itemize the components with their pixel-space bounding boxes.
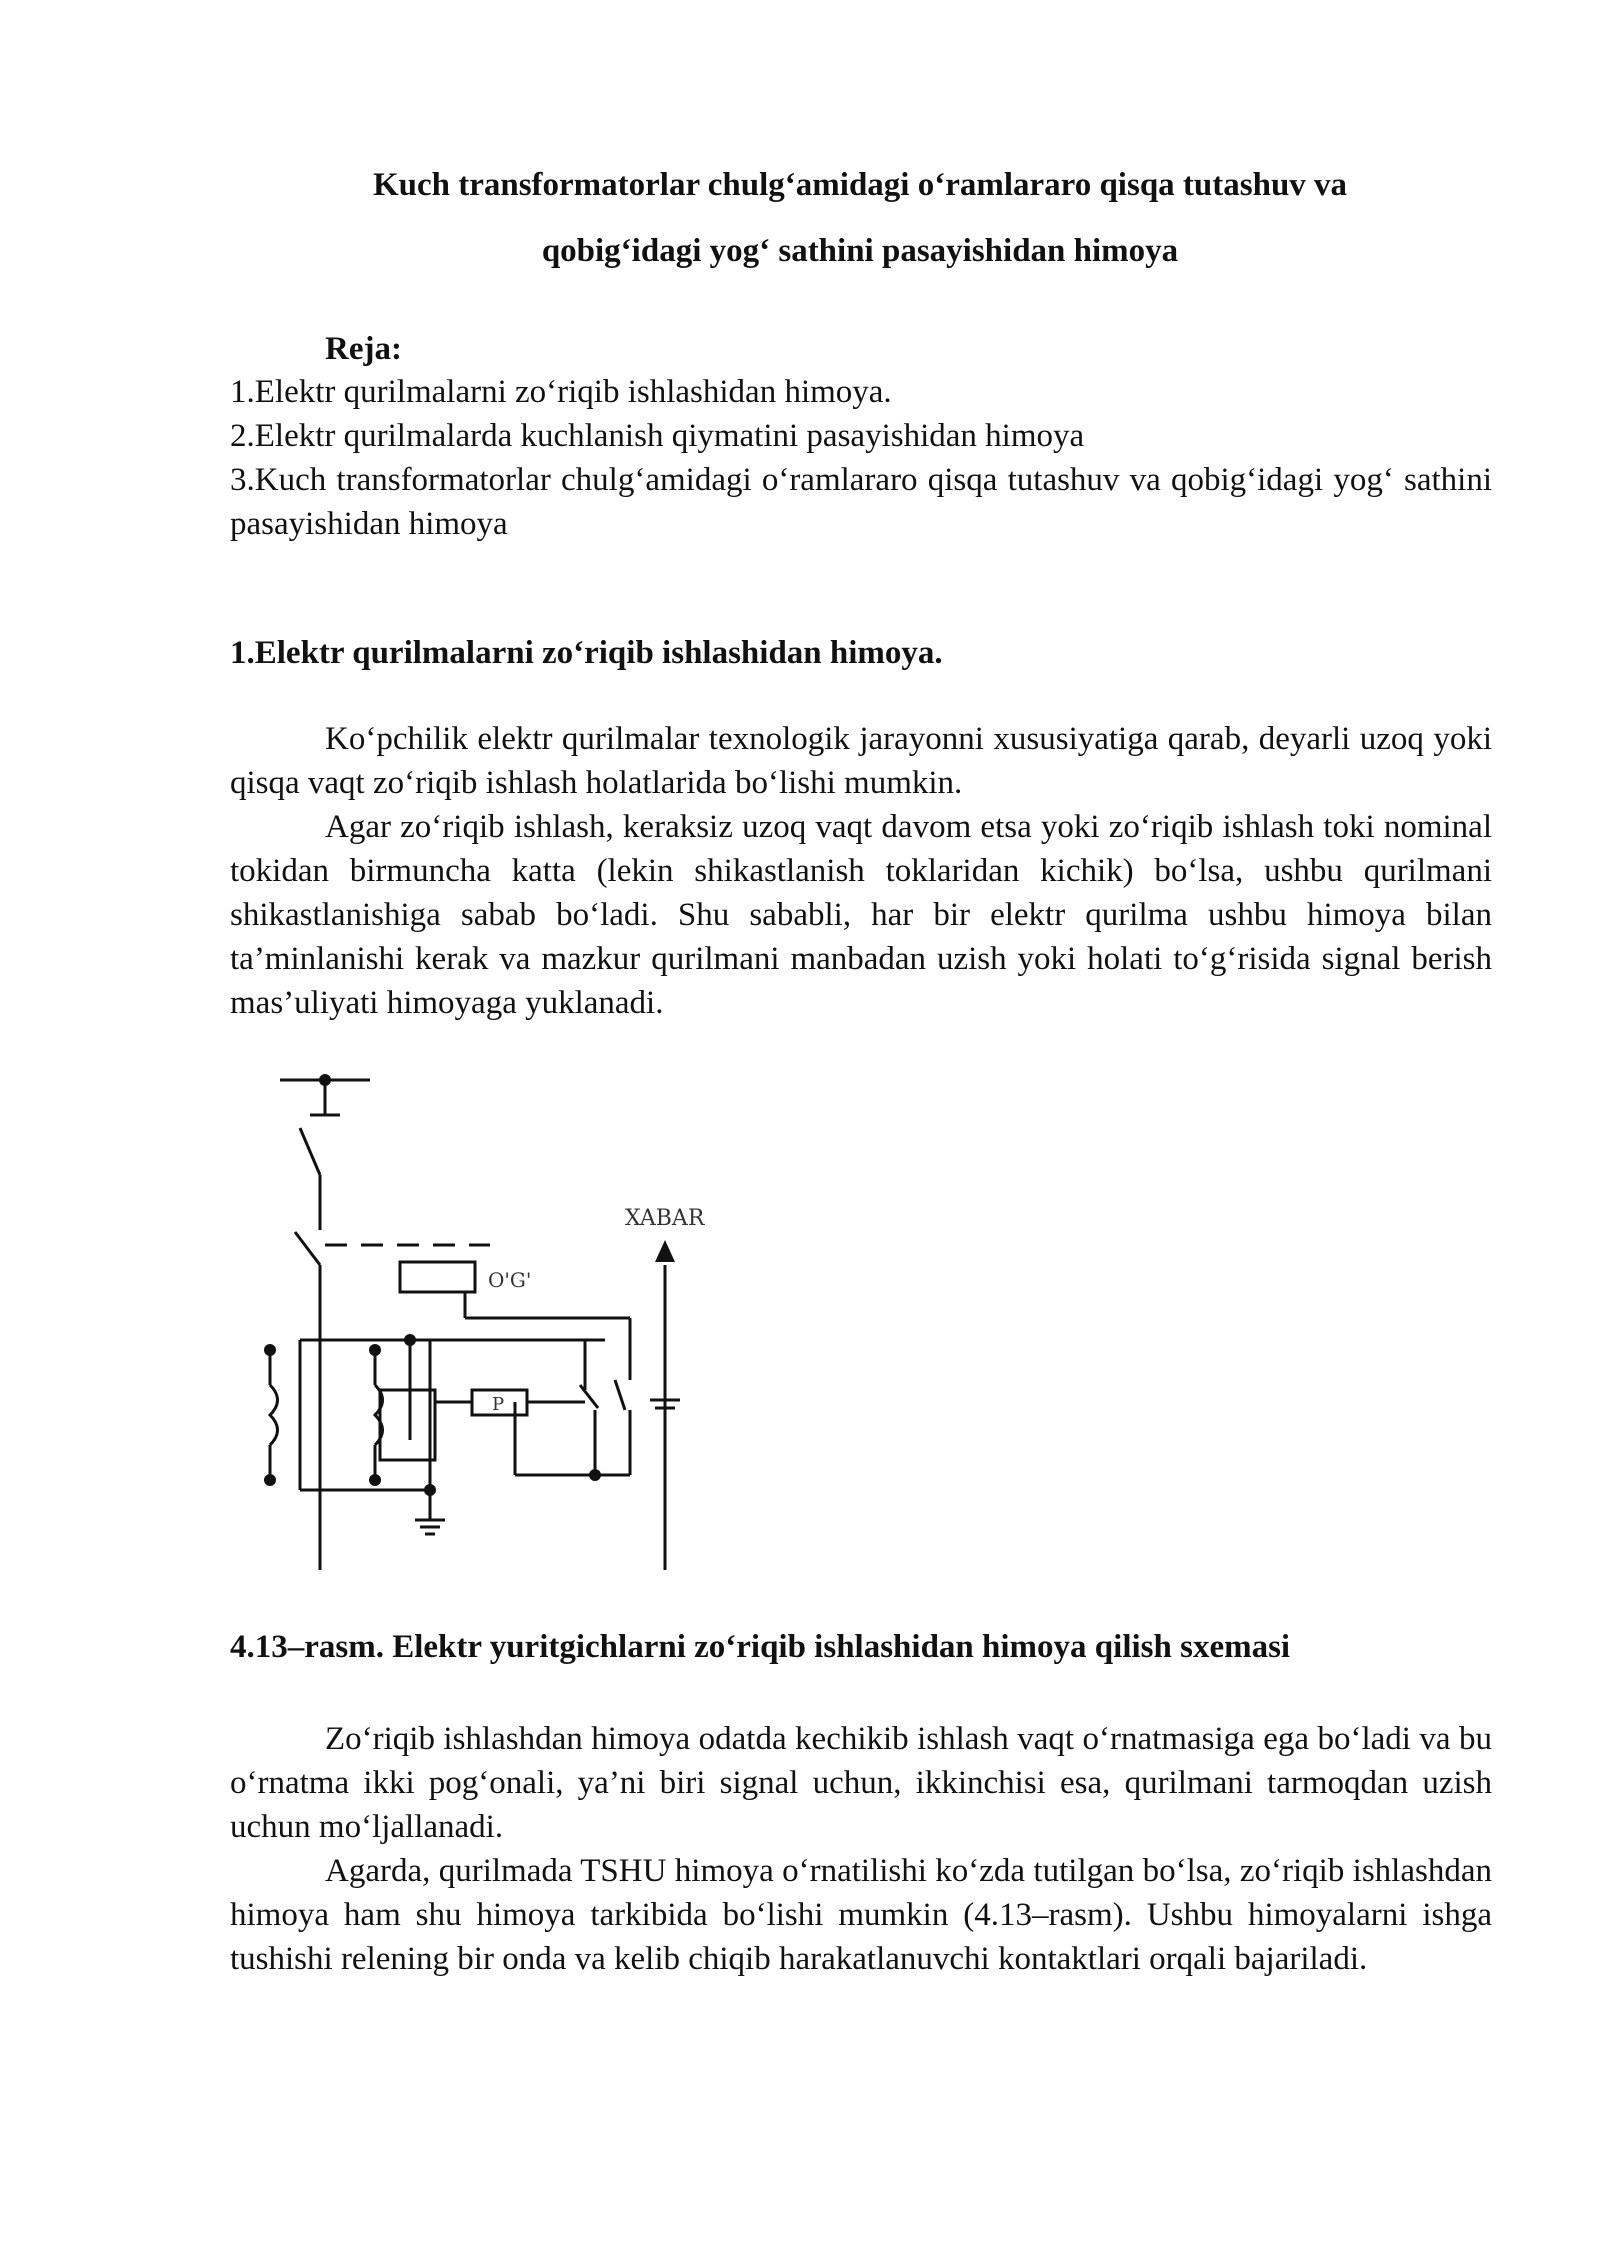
paragraph: Zo‘riqib ishlashdan himoya odatda kechikib ishlash vaqt o‘rnatmasiga ega bo‘ladi va bu o‘rnatma ikki pog‘onali, ya’ni biri signal uchun, ikkinchisi esa, qurilmani tarmoqdan uzish uchun mo‘ljallanadi. bbox=[230, 1721, 1492, 1845]
plan-item: 2.Elektr qurilmalarda kuchlanish qiymatini pasayishidan himoya bbox=[230, 418, 1085, 454]
document-title bbox=[230, 152, 1490, 284]
plan-item: 3.Kuch transformatorlar chulg‘amidagi o‘ramlararo qisqa tutashuv va qobig‘idagi yog‘ sathini pasayishidan himoya bbox=[230, 462, 1492, 542]
paragraph: Agarda, qurilmada TSHU himoya o‘rnatilishi ko‘zda tutilgan bo‘lsa, zo‘riqib ishlashdan himoya ham shu himoya tarkibida bo‘lishi mumkin (4.13–rasm). Ushbu himoyalarni ishga tushishi relening bir onda va kelib chiqib harakatlanuvchi kontaktlari orqali bajariladi. bbox=[230, 1853, 1492, 1977]
circuit-diagram bbox=[250, 1050, 750, 1580]
plan-item: 1.Elektr qurilmalarni zo‘riqib ishlashidan himoya. bbox=[230, 374, 892, 410]
section-1-body bbox=[230, 717, 1492, 1025]
plan-list bbox=[230, 370, 1492, 546]
relay-label: O'G' bbox=[488, 1268, 532, 1292]
small-relay-label: P bbox=[492, 1394, 505, 1415]
signal-label: XABAR bbox=[625, 1206, 705, 1231]
paragraph: Agar zo‘riqib ishlash, keraksiz uzoq vaqt davom etsa yoki zo‘riqib ishlash toki nominal tokidan birmuncha katta (lekin shikastlanish toklaridan kichik) bo‘lsa, ushbu qurilmani shikastlanishiga sabab bo‘ladi. Shu sababli, har bir elektr qurilma ushbu himoya bilan ta’minlanishi kerak va mazkur qurilmani manbadan uzish yoki holati to‘g‘risida signal berish mas’uliyati himoyaga yuklanadi. bbox=[230, 809, 1492, 1021]
section-1-body-continued bbox=[230, 1717, 1492, 1981]
figure-caption: 4.13–rasm. Elektr yuritgichlarni zo‘riqib ishlashidan himoya qilish sxemasi bbox=[230, 1629, 1291, 1665]
title-line-1: Kuch transformatorlar chulg‘amidagi o‘ramlararo qisqa tutashuv va bbox=[372, 167, 1348, 203]
plan-heading: Reja: bbox=[325, 331, 402, 367]
title-line-2: qobig‘idagi yog‘ sathini pasayishidan himoya bbox=[541, 233, 1179, 269]
paragraph: Ko‘pchilik elektr qurilmalar texnologik jarayonni xususiyatiga qarab, deyarli uzoq yoki qisqa vaqt zo‘riqib ishlash holatlarida bo‘lishi mumkin. bbox=[230, 721, 1492, 801]
section-heading: 1.Elektr qurilmalarni zo‘riqib ishlashidan himoya. bbox=[230, 635, 943, 671]
